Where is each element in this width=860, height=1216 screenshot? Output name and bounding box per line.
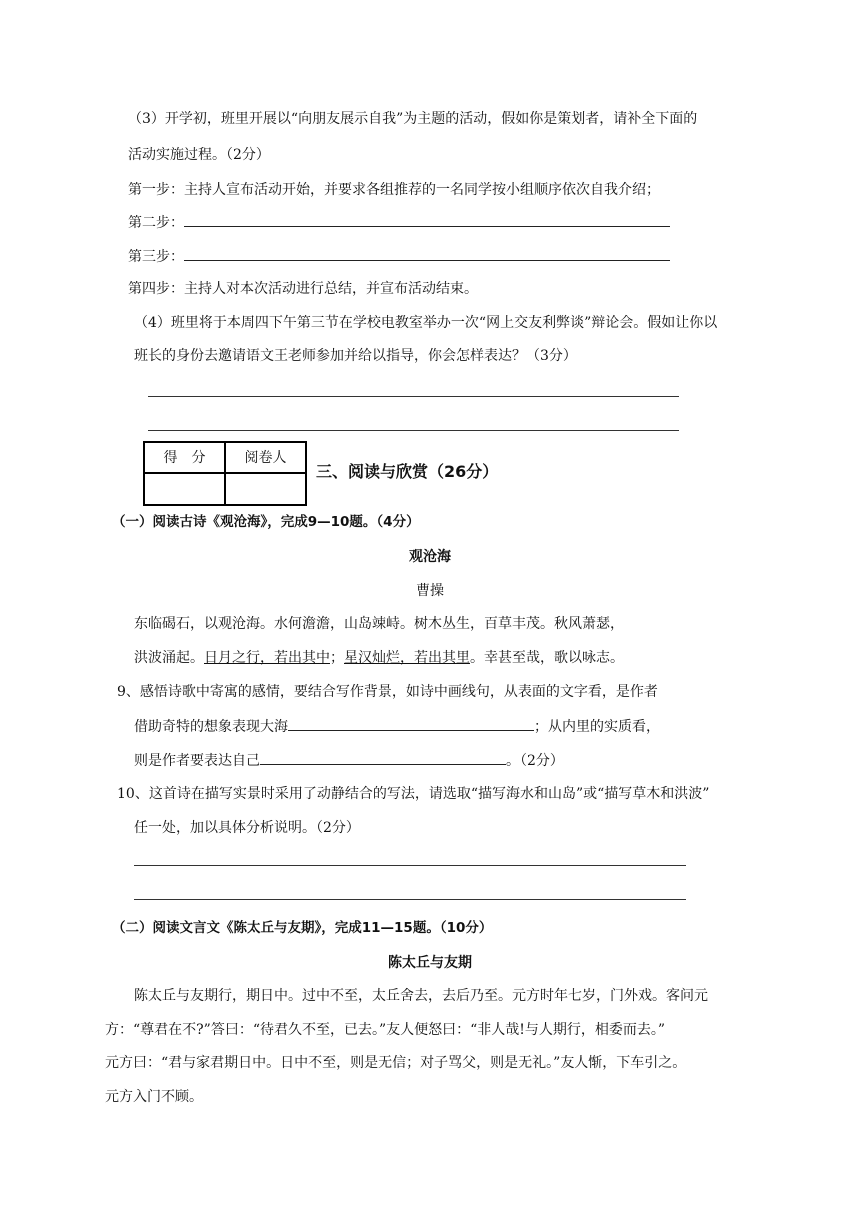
q10-answer-line-1[interactable] bbox=[134, 865, 686, 866]
q3-step2 bbox=[128, 212, 670, 233]
q3-line2: 活动实施过程。（2分） bbox=[128, 147, 270, 163]
poem-line2-part-a: 洪波涌起。 bbox=[134, 650, 204, 666]
score-label-cell: 得 分 bbox=[144, 442, 225, 473]
score-value-cell[interactable] bbox=[144, 473, 225, 505]
q3-step3-blank[interactable] bbox=[184, 246, 670, 261]
q3-step2-blank[interactable] bbox=[184, 212, 670, 227]
q4-answer-line-1[interactable] bbox=[148, 396, 679, 397]
passage-line2: 方：“尊君在不?”答曰：“待君久不至，已去。”友人便怒曰：“非人哉!与人期行，相委而去。” bbox=[105, 1022, 666, 1038]
q9-line3 bbox=[134, 750, 564, 771]
grader-value-cell[interactable] bbox=[225, 473, 306, 505]
q9-line1: 9、感悟诗歌中寄寓的感情，要结合写作背景，如诗中画线句，从表面的文字看，是作者 bbox=[117, 684, 658, 700]
poem-title: 观沧海 bbox=[409, 549, 451, 565]
poem-line2 bbox=[134, 648, 624, 668]
poem-underlined-sentence-2: 星汉灿烂，若出其里 bbox=[344, 650, 470, 666]
q4-line1: （4）班里将于本周四下午第三节在学校电教室举办一次“网上交友利弊谈”辩论会。假如让你以 bbox=[134, 315, 718, 331]
poem-line2-part-c: 。幸甚至哉，歌以咏志。 bbox=[470, 650, 624, 666]
q9-line3-part-b: 。（2分） bbox=[506, 753, 564, 769]
passage-line4: 元方入门不顾。 bbox=[105, 1089, 203, 1105]
q3-line1: （3）开学初，班里开展以“向朋友展示自我”为主题的活动，假如你是策划者，请补全下面的 bbox=[128, 111, 698, 127]
q3-step3 bbox=[128, 246, 670, 267]
q9-line2-part-a: 借助奇特的想象表现大海 bbox=[134, 719, 288, 735]
q9-line2 bbox=[134, 716, 660, 737]
section-3-title: 三、阅读与欣赏（26分） bbox=[316, 462, 499, 481]
passage-title: 陈太丘与友期 bbox=[388, 955, 472, 971]
q3-step4: 第四步：主持人对本次活动进行总结，并宣布活动结束。 bbox=[128, 281, 478, 297]
q9-blank-2[interactable] bbox=[260, 750, 506, 765]
poem-line2-part-b: ； bbox=[330, 650, 344, 666]
q9-blank-1[interactable] bbox=[288, 716, 534, 731]
q9-line2-part-b: ；从内里的实质看， bbox=[534, 719, 660, 735]
part2-header: （二）阅读文言文《陈太丘与友期》，完成11—15题。（10分） bbox=[112, 920, 493, 936]
passage-line3: 元方曰：“君与家君期日中。日中不至，则是无信；对子骂父，则是无礼。”友人惭，下车引之。 bbox=[105, 1055, 687, 1071]
passage-line1: 陈太丘与友期行，期日中。过中不至，太丘舍去，去后乃至。元方时年七岁，门外戏。客问元 bbox=[134, 988, 708, 1004]
q10-line1: 10、这首诗在描写实景时采用了动静结合的写法，请选取“描写海水和山岛”或“描写草木和洪波” bbox=[117, 786, 710, 802]
q4-line2: 班长的身份去邀请语文王老师参加并给以指导，你会怎样表达？（3分） bbox=[134, 348, 577, 364]
q4-answer-line-2[interactable] bbox=[148, 430, 679, 431]
poem-line1: 东临碣石，以观沧海。水何澹澹，山岛竦峙。树木丛生，百草丰茂。秋风萧瑟， bbox=[134, 616, 624, 632]
part1-header: （一）阅读古诗《观沧海》，完成9—10题。（4分） bbox=[112, 514, 420, 530]
grader-label-cell: 阅卷人 bbox=[225, 442, 306, 473]
q10-answer-line-2[interactable] bbox=[134, 899, 686, 900]
poem-author: 曹操 bbox=[416, 583, 444, 599]
q3-step2-label: 第二步： bbox=[128, 215, 184, 231]
q9-line3-part-a: 则是作者要表达自己 bbox=[134, 753, 260, 769]
q3-step1: 第一步：主持人宣布活动开始，并要求各组推荐的一名同学按小组顺序依次自我介绍； bbox=[128, 182, 660, 198]
poem-underlined-sentence-1: 日月之行，若出其中 bbox=[204, 650, 330, 666]
q3-step3-label: 第三步： bbox=[128, 249, 184, 265]
q10-line2: 任一处，加以具体分析说明。（2分） bbox=[134, 820, 360, 836]
score-table bbox=[143, 441, 307, 506]
